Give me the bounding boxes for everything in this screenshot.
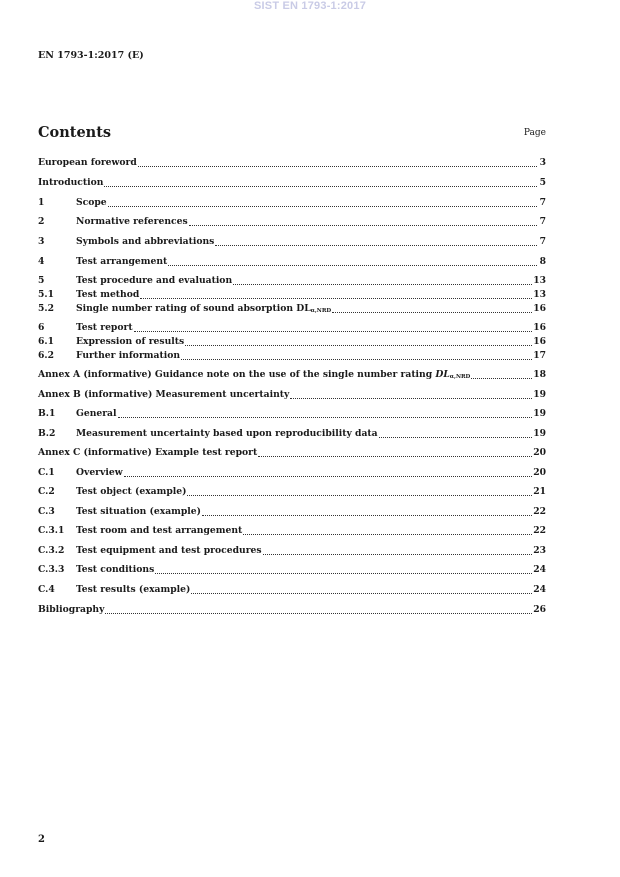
toc-entry[interactable]: [38, 447, 546, 459]
toc-dot-leader: [105, 605, 532, 614]
toc-dot-leader: [124, 468, 533, 477]
toc-entry[interactable]: [38, 236, 546, 248]
toc-entry-title: Annex A (informative) Guidance note on the use of the single number rating DLα,NRD: [38, 369, 471, 380]
toc-dot-leader: [215, 237, 537, 246]
toc-entry-title: European foreword: [38, 157, 137, 168]
toc-entry[interactable]: [38, 486, 546, 498]
toc-entry-page: 23: [533, 545, 546, 556]
toc-entry-number: 5.2: [38, 303, 54, 314]
toc-entry[interactable]: [38, 157, 546, 169]
toc-dot-leader: [140, 290, 532, 299]
toc-entry-title: Test equipment and test procedures: [76, 545, 262, 556]
toc-entry[interactable]: [38, 506, 546, 518]
toc-entry[interactable]: [38, 389, 546, 401]
toc-entry-title: Measurement uncertainty based upon reproducibility data: [76, 428, 378, 439]
toc-dot-leader: [379, 429, 533, 438]
toc-dot-leader: [181, 351, 532, 360]
document-identifier: EN 1793-1:2017 (E): [38, 50, 144, 61]
toc-entry-number: 3: [38, 236, 45, 247]
toc-dot-leader: [332, 304, 532, 313]
toc-entry-number: C.3.2: [38, 545, 65, 556]
toc-entry[interactable]: [38, 584, 546, 596]
toc-entry[interactable]: [38, 564, 546, 576]
toc-entry[interactable]: [38, 322, 546, 334]
contents-title: Contents: [38, 124, 112, 141]
toc-entry[interactable]: [38, 369, 546, 381]
toc-entry-title: Scope: [76, 197, 107, 208]
toc-entry-page: 20: [533, 447, 546, 458]
toc-entry-title: General: [76, 408, 117, 419]
toc-dot-leader: [202, 507, 532, 516]
toc-dot-leader: [168, 257, 537, 266]
toc-entry-page: 18: [533, 369, 546, 380]
toc-entry[interactable]: [38, 545, 546, 557]
toc-entry[interactable]: [38, 197, 546, 209]
toc-entry[interactable]: [38, 467, 546, 479]
toc-entry[interactable]: [38, 525, 546, 537]
toc-dot-leader: [134, 323, 533, 332]
toc-dot-leader: [191, 585, 532, 594]
toc-entry-page: 19: [533, 408, 546, 419]
toc-entry[interactable]: [38, 177, 546, 189]
toc-dot-leader: [471, 370, 532, 379]
toc-entry-title: Introduction: [38, 177, 104, 188]
toc-entry-number: C.1: [38, 467, 55, 478]
toc-entry-title: Single number rating of sound absorption DLα,NRD: [76, 303, 332, 314]
toc-entry-page: 5: [539, 177, 546, 188]
toc-entry-title: Normative references: [76, 216, 188, 227]
toc-entry-title: Test situation (example): [76, 506, 201, 517]
toc-entry-page: 7: [539, 236, 546, 247]
toc-entry-title: Bibliography: [38, 604, 105, 615]
toc-entry-page: 16: [533, 336, 546, 347]
toc-entry-title: Test method: [76, 289, 140, 300]
toc-dot-leader: [243, 526, 532, 535]
toc-entry[interactable]: [38, 275, 546, 287]
toc-dot-leader: [108, 198, 537, 207]
toc-entry-page: 21: [533, 486, 546, 497]
toc-entry-title: Test room and test arrangement: [76, 525, 243, 536]
toc-entry-page: 7: [539, 197, 546, 208]
toc-entry-title: Symbols and abbreviations: [76, 236, 215, 247]
toc-entry-title: Overview: [76, 467, 123, 478]
toc-entry-page: 19: [533, 389, 546, 400]
page-number: 2: [38, 834, 45, 845]
toc-entry-number: 6: [38, 322, 45, 333]
toc-entry-page: 19: [533, 428, 546, 439]
watermark-text: SIST EN 1793-1:2017: [253, 0, 367, 12]
toc-entry-number: B.2: [38, 428, 56, 439]
toc-entry[interactable]: [38, 303, 546, 315]
page-column-label: Page: [523, 128, 546, 138]
toc-entry[interactable]: [38, 256, 546, 268]
toc-entry-page: 26: [533, 604, 546, 615]
toc-entry-page: 17: [533, 350, 546, 361]
toc-entry-title: Test arrangement: [76, 256, 168, 267]
toc-dot-leader: [189, 217, 537, 226]
toc-entry-number: C.3.1: [38, 525, 65, 536]
toc-entry-number: C.3: [38, 506, 55, 517]
toc-entry-title: Expression of results: [76, 336, 185, 347]
toc-entry-title: Test conditions: [76, 564, 155, 575]
toc-entry[interactable]: [38, 350, 546, 362]
toc-dot-leader: [187, 487, 532, 496]
toc-entry[interactable]: [38, 289, 546, 301]
toc-entry-title: Test report: [76, 322, 133, 333]
toc-entry-number: B.1: [38, 408, 56, 419]
toc-dot-leader: [258, 448, 532, 457]
toc-dot-leader: [263, 546, 533, 555]
toc-entry-page: 22: [533, 525, 546, 536]
toc-entry-number: 1: [38, 197, 45, 208]
toc-entry-page: 22: [533, 506, 546, 517]
toc-entry-number: 5: [38, 275, 45, 286]
toc-entry-number: 2: [38, 216, 45, 227]
toc-entry-number: C.4: [38, 584, 55, 595]
toc-dot-leader: [138, 158, 537, 167]
toc-entry-title: Test procedure and evaluation: [76, 275, 233, 286]
toc-entry-number: 5.1: [38, 289, 54, 300]
toc-entry[interactable]: [38, 408, 546, 420]
toc-entry-number: 4: [38, 256, 45, 267]
toc-entry[interactable]: [38, 336, 546, 348]
toc-entry-title: Further information: [76, 350, 180, 361]
toc-dot-leader: [104, 178, 537, 187]
toc-entry-page: 3: [539, 157, 546, 168]
toc-entry-title: Test results (example): [76, 584, 191, 595]
toc-entry-page: 16: [533, 303, 546, 314]
toc-entry-page: 13: [533, 289, 546, 300]
toc-entry-number: C.3.3: [38, 564, 65, 575]
toc-entry-title: Test object (example): [76, 486, 187, 497]
toc-dot-leader: [118, 409, 533, 418]
toc-dot-leader: [155, 565, 532, 574]
toc-entry-number: 6.2: [38, 350, 54, 361]
toc-entry-page: 24: [533, 564, 546, 575]
toc-entry[interactable]: [38, 216, 546, 228]
toc-entry-page: 20: [533, 467, 546, 478]
toc-entry[interactable]: [38, 604, 546, 616]
toc-entry-title: Annex B (informative) Measurement uncertainty: [38, 389, 290, 400]
toc-entry-page: 24: [533, 584, 546, 595]
toc-entry-title: Annex C (informative) Example test report: [38, 447, 258, 458]
toc-entry-number: 6.1: [38, 336, 54, 347]
toc-dot-leader: [290, 390, 532, 399]
toc-entry-page: 8: [539, 256, 546, 267]
toc-entry-page: 13: [533, 275, 546, 286]
toc-entry-page: 16: [533, 322, 546, 333]
toc-entry-number: C.2: [38, 486, 55, 497]
toc-entry[interactable]: [38, 428, 546, 440]
toc-entry-page: 7: [539, 216, 546, 227]
toc-dot-leader: [185, 337, 532, 346]
toc-dot-leader: [233, 276, 532, 285]
